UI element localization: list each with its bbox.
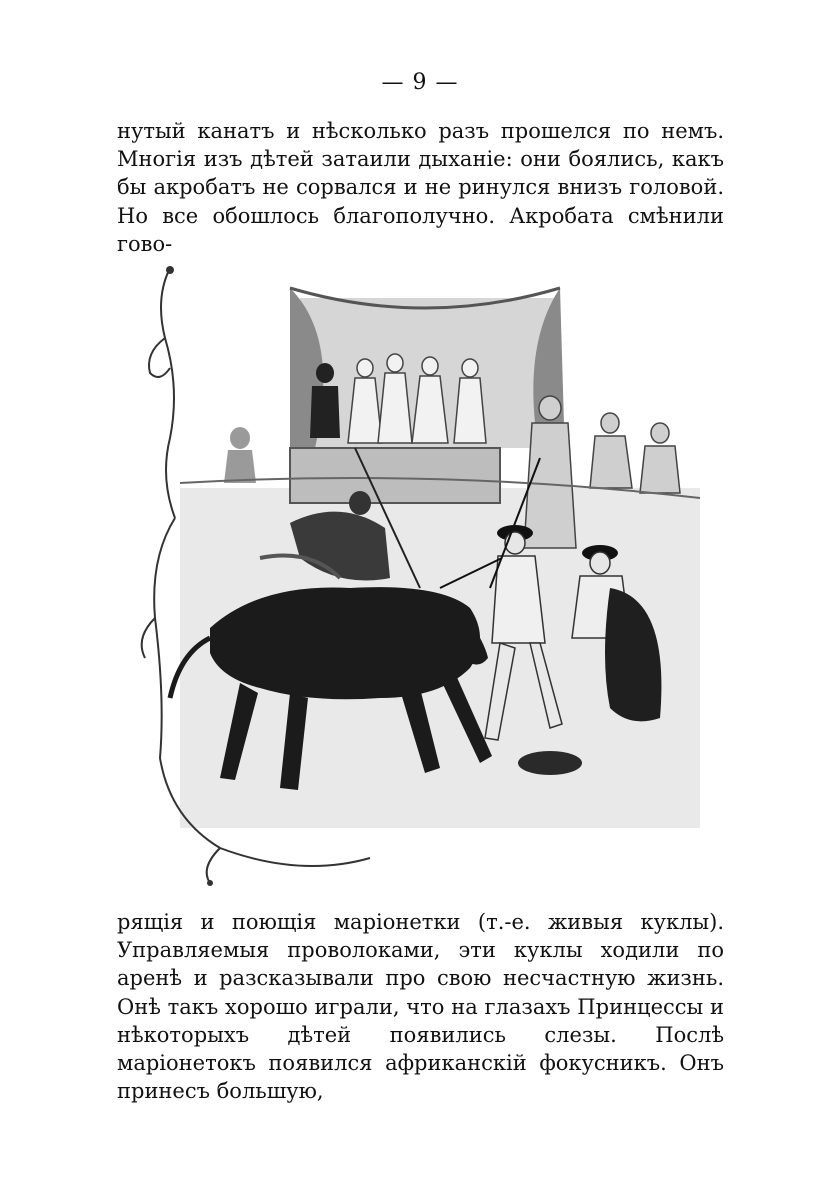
bullfight-illustration — [140, 258, 710, 888]
paragraph-top: нутый канатъ и нѣсколько разъ прошелся по немъ. Многія изъ дѣтей затаили дыханіе: они боялись, какъ бы акробатъ не сорвался и не ринулся внизъ головой. Но все обошлось благополучно. Акробата смѣнили гово- — [117, 119, 724, 256]
paragraph-bottom: рящія и поющія маріонетки (т.-е. живыя куклы). Управляемыя проволоками, эти куклы ходили по аренѣ и разсказывали про свою несчастную жизнь. Онѣ такъ хорошо играли, что на глазахъ Принцессы и нѣкоторыхъ дѣтей появились слезы. Послѣ маріонетокъ появился африканскій фокусникъ. Онъ принесъ большую, — [117, 910, 724, 1104]
page-number: — 9 — — [381, 70, 459, 95]
